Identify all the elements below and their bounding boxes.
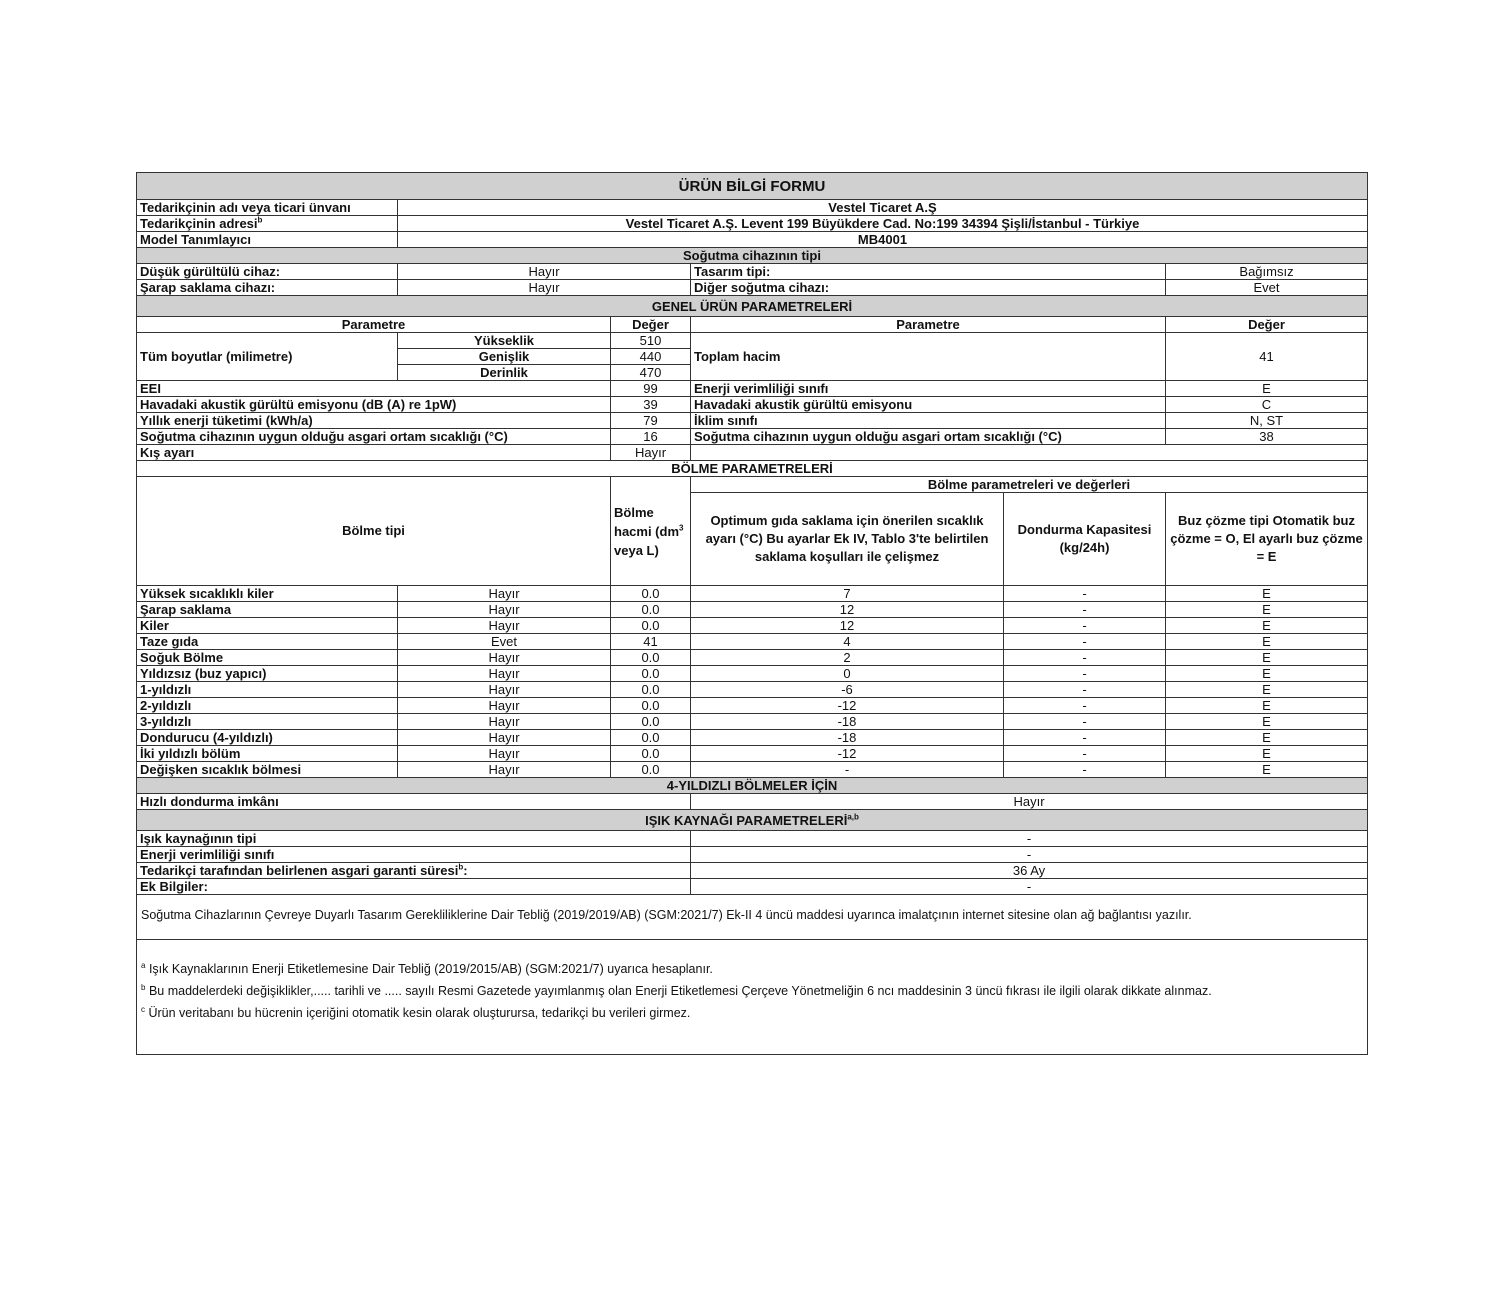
compartment-row xyxy=(137,602,1368,618)
compartment-freeze: - xyxy=(1004,650,1166,666)
form-table xyxy=(136,172,1368,1055)
compartment-name: Kiler xyxy=(137,618,398,634)
empty-cell xyxy=(691,445,1368,461)
general-heading: GENEL ÜRÜN PARAMETRELERİ xyxy=(137,296,1368,317)
light-type-value: - xyxy=(691,831,1368,847)
compartment-present: Hayır xyxy=(398,730,611,746)
compartment-freeze: - xyxy=(1004,762,1166,778)
compartment-col-volume: Bölme hacmi ($dm^3$ veya L) xyxy=(611,477,691,586)
compartment-row xyxy=(137,634,1368,650)
compartment-name: Taze gıda xyxy=(137,634,398,650)
compartments-heading: BÖLME PARAMETRELERİ xyxy=(137,461,1368,477)
compartment-name: Soğuk Bölme xyxy=(137,650,398,666)
low-noise-label: Düşük gürültülü cihaz: xyxy=(137,264,398,280)
compartment-volume: 0.0 xyxy=(611,698,691,714)
param-label: İklim sınıfı xyxy=(691,413,1166,429)
compartment-freeze: - xyxy=(1004,666,1166,682)
extra-info-value: - xyxy=(691,879,1368,895)
compartment-col-type: Bölme tipi xyxy=(137,477,611,586)
param-value: 38 xyxy=(1166,429,1368,445)
winter-setting-value: Hayır xyxy=(611,445,691,461)
compartment-present: Hayır xyxy=(398,698,611,714)
compartment-present: Hayır xyxy=(398,650,611,666)
design-type-label: Tasarım tipi: xyxy=(691,264,1166,280)
compartment-defrost: E xyxy=(1166,586,1368,602)
compartment-row xyxy=(137,730,1368,746)
wine-storage-label: Şarap saklama cihazı: xyxy=(137,280,398,296)
design-type-value: Bağımsız xyxy=(1166,264,1368,280)
compartment-volume: 0.0 xyxy=(611,730,691,746)
warranty-label: Tedarikçi tarafından belirlenen asgari garanti süresi$^b$: xyxy=(137,863,691,879)
compartment-present: Hayır xyxy=(398,762,611,778)
width-label: Genişlik xyxy=(398,349,611,365)
fast-freeze-value: Hayır xyxy=(691,794,1368,810)
param-value: E xyxy=(1166,381,1368,397)
depth-value: 470 xyxy=(611,365,691,381)
compartment-temp: -12 xyxy=(691,746,1004,762)
supplier-name-label: Tedarikçinin adı veya ticari ünvanı xyxy=(137,200,398,216)
other-appliance-value: Evet xyxy=(1166,280,1368,296)
param-value: 99 xyxy=(611,381,691,397)
extra-info-label: Ek Bilgiler: xyxy=(137,879,691,895)
compartment-present: Hayır xyxy=(398,666,611,682)
compartment-defrost: E xyxy=(1166,730,1368,746)
supplier-name-value: Vestel Ticaret A.Ş xyxy=(398,200,1368,216)
compartment-defrost: E xyxy=(1166,698,1368,714)
compartment-freeze: - xyxy=(1004,746,1166,762)
compartment-name: Yüksek sıcaklıklı kiler xyxy=(137,586,398,602)
compartment-volume: 0.0 xyxy=(611,586,691,602)
compartment-name: Yıldızsız (buz yapıcı) xyxy=(137,666,398,682)
compartment-volume: 0.0 xyxy=(611,602,691,618)
warranty-value: 36 Ay xyxy=(691,863,1368,879)
compartment-name: Şarap saklama xyxy=(137,602,398,618)
compartment-present: Hayır xyxy=(398,602,611,618)
winter-setting-label: Kış ayarı xyxy=(137,445,611,461)
total-volume-label: Toplam hacim xyxy=(691,333,1166,381)
general-col-param-right: Parametre xyxy=(691,317,1166,333)
compartment-defrost: E xyxy=(1166,762,1368,778)
height-label: Yükseklik xyxy=(398,333,611,349)
compartment-temp: -18 xyxy=(691,714,1004,730)
compartment-name: Dondurucu (4-yıldızlı) xyxy=(137,730,398,746)
compartment-col-freeze: Dondurma Kapasitesi (kg/24h) xyxy=(1004,493,1166,586)
form-title: ÜRÜN BİLGİ FORMU xyxy=(137,173,1368,200)
compartment-volume: 0.0 xyxy=(611,762,691,778)
wine-storage-value: Hayır xyxy=(398,280,691,296)
compartment-volume: 0.0 xyxy=(611,714,691,730)
compartment-name: 2-yıldızlı xyxy=(137,698,398,714)
compartment-name: 3-yıldızlı xyxy=(137,714,398,730)
compartment-col-temp: Optimum gıda saklama için önerilen sıcaklık ayarı (°C) Bu ayarlar Ek IV, Tablo 3'te belirtilen saklama koşulları ile çelişmez xyxy=(691,493,1004,586)
compartment-row xyxy=(137,650,1368,666)
compartment-freeze: - xyxy=(1004,586,1166,602)
product-info-form xyxy=(136,172,1367,1055)
compartment-volume: 0.0 xyxy=(611,746,691,762)
footnote: $^c$ Ürün veritabanı bu hücrenin içeriğini otomatik kesin olarak oluşturursa, tedarikçi bu verileri girmez. xyxy=(141,1004,691,1020)
compartment-freeze: - xyxy=(1004,730,1166,746)
param-label: Soğutma cihazının uygun olduğu asgari ortam sıcaklığı (°C) xyxy=(137,429,611,445)
footnote: $^a$ Işık Kaynaklarının Enerji Etiketlemesine Dair Tebliğ (2019/2015/AB) (SGM:2021/7) uyarıca hesaplanır. xyxy=(141,960,713,976)
compartment-freeze: - xyxy=(1004,698,1166,714)
compartment-defrost: E xyxy=(1166,682,1368,698)
compartment-freeze: - xyxy=(1004,602,1166,618)
depth-label: Derinlik xyxy=(398,365,611,381)
param-label: Havadaki akustik gürültü emisyonu (dB (A) re 1pW) xyxy=(137,397,611,413)
general-col-value-right: Değer xyxy=(1166,317,1368,333)
param-value: N, ST xyxy=(1166,413,1368,429)
compartment-volume: 0.0 xyxy=(611,618,691,634)
compartment-row xyxy=(137,618,1368,634)
low-noise-value: Hayır xyxy=(398,264,691,280)
compartment-col-defrost: Buz çözme tipi Otomatik buz çözme = O, El ayarlı buz çözme = E xyxy=(1166,493,1368,586)
compartment-present: Hayır xyxy=(398,586,611,602)
width-value: 440 xyxy=(611,349,691,365)
dimensions-label: Tüm boyutlar (milimetre) xyxy=(137,333,398,381)
compartment-freeze: - xyxy=(1004,714,1166,730)
param-value: 39 xyxy=(611,397,691,413)
compartment-row xyxy=(137,698,1368,714)
compartment-name: 1-yıldızlı xyxy=(137,682,398,698)
compartment-row xyxy=(137,586,1368,602)
footnotes xyxy=(137,940,1368,1055)
compartment-temp: 12 xyxy=(691,602,1004,618)
general-row xyxy=(137,381,1368,397)
compartment-present: Hayır xyxy=(398,618,611,634)
general-col-param-left: Parametre xyxy=(137,317,611,333)
compartment-freeze: - xyxy=(1004,618,1166,634)
compartment-temp: 12 xyxy=(691,618,1004,634)
compartment-row xyxy=(137,682,1368,698)
compartment-volume: 0.0 xyxy=(611,682,691,698)
compartment-temp: -18 xyxy=(691,730,1004,746)
compartment-present: Hayır xyxy=(398,714,611,730)
compartment-present: Hayır xyxy=(398,746,611,762)
model-value: MB4001 xyxy=(398,232,1368,248)
compartment-defrost: E xyxy=(1166,650,1368,666)
compartment-row xyxy=(137,714,1368,730)
light-class-label: Enerji verimliliği sınıfı xyxy=(137,847,691,863)
param-label: Enerji verimliliği sınıfı xyxy=(691,381,1166,397)
footnote: $^b$ Bu maddelerdeki değişiklikler,..... tarihli ve ..... sayılı Resmi Gazetede yayımlanmış olan Enerji Etiketlemesi Çerçeve Yönetmeliğin 6 ncı maddesinin 3 üncü fıkrası ile ilgili olarak dikkate alınmaz. xyxy=(141,982,1212,998)
param-label: Yıllık enerji tüketimi (kWh/a) xyxy=(137,413,611,429)
four-star-heading: 4-YILDIZLI BÖLMELER İÇİN xyxy=(137,778,1368,794)
compartment-volume: 41 xyxy=(611,634,691,650)
compartment-defrost: E xyxy=(1166,666,1368,682)
compartment-freeze: - xyxy=(1004,682,1166,698)
other-appliance-label: Diğer soğutma cihazı: xyxy=(691,280,1166,296)
compartment-defrost: E xyxy=(1166,602,1368,618)
param-value: C xyxy=(1166,397,1368,413)
light-class-value: - xyxy=(691,847,1368,863)
compartment-temp: 4 xyxy=(691,634,1004,650)
param-label: EEI xyxy=(137,381,611,397)
total-volume-value: 41 xyxy=(1166,333,1368,381)
compartment-volume: 0.0 xyxy=(611,650,691,666)
param-value: 16 xyxy=(611,429,691,445)
light-source-heading: IŞIK KAYNAĞI PARAMETRELERİ$^{a,b}$ xyxy=(137,810,1368,831)
supplier-address-label: Tedarikçinin adresi$^b$ xyxy=(137,216,398,232)
height-value: 510 xyxy=(611,333,691,349)
fast-freeze-label: Hızlı dondurma imkânı xyxy=(137,794,691,810)
general-row xyxy=(137,413,1368,429)
type-heading: Soğutma cihazının tipi xyxy=(137,248,1368,264)
param-label: Havadaki akustik gürültü emisyonu xyxy=(691,397,1166,413)
compartment-defrost: E xyxy=(1166,714,1368,730)
compartment-name: Değişken sıcaklık bölmesi xyxy=(137,762,398,778)
supplier-address-value: Vestel Ticaret A.Ş. Levent 199 Büyükdere Cad. No:199 34394 Şişli/İstanbul - Türkiye xyxy=(398,216,1368,232)
compartment-defrost: E xyxy=(1166,634,1368,650)
general-col-value-left: Değer xyxy=(611,317,691,333)
compartment-temp: -6 xyxy=(691,682,1004,698)
compartment-temp: 0 xyxy=(691,666,1004,682)
compartment-row xyxy=(137,666,1368,682)
light-type-label: Işık kaynağının tipi xyxy=(137,831,691,847)
model-label: Model Tanımlayıcı xyxy=(137,232,398,248)
compartment-present: Hayır xyxy=(398,682,611,698)
compartment-temp: 7 xyxy=(691,586,1004,602)
general-row xyxy=(137,397,1368,413)
compartment-temp: -12 xyxy=(691,698,1004,714)
compartment-defrost: E xyxy=(1166,618,1368,634)
general-row xyxy=(137,429,1368,445)
compartment-name: İki yıldızlı bölüm xyxy=(137,746,398,762)
param-value: 79 xyxy=(611,413,691,429)
compartment-temp: - xyxy=(691,762,1004,778)
compartment-volume: 0.0 xyxy=(611,666,691,682)
main-note: Soğutma Cihazlarının Çevreye Duyarlı Tasarım Gerekliliklerine Dair Tebliğ (2019/2019/AB) (SGM:2021/7) Ek-II 4 üncü maddesi uyarınca imalatçının internet sitesine olan ağ bağlantısı yazılır. xyxy=(137,895,1368,940)
compartment-present: Evet xyxy=(398,634,611,650)
compartment-row xyxy=(137,762,1368,778)
compartment-freeze: - xyxy=(1004,634,1166,650)
compartment-temp: 2 xyxy=(691,650,1004,666)
compartments-subheading: Bölme parametreleri ve değerleri xyxy=(691,477,1368,493)
compartment-row xyxy=(137,746,1368,762)
param-label: Soğutma cihazının uygun olduğu asgari ortam sıcaklığı (°C) xyxy=(691,429,1166,445)
compartment-defrost: E xyxy=(1166,746,1368,762)
